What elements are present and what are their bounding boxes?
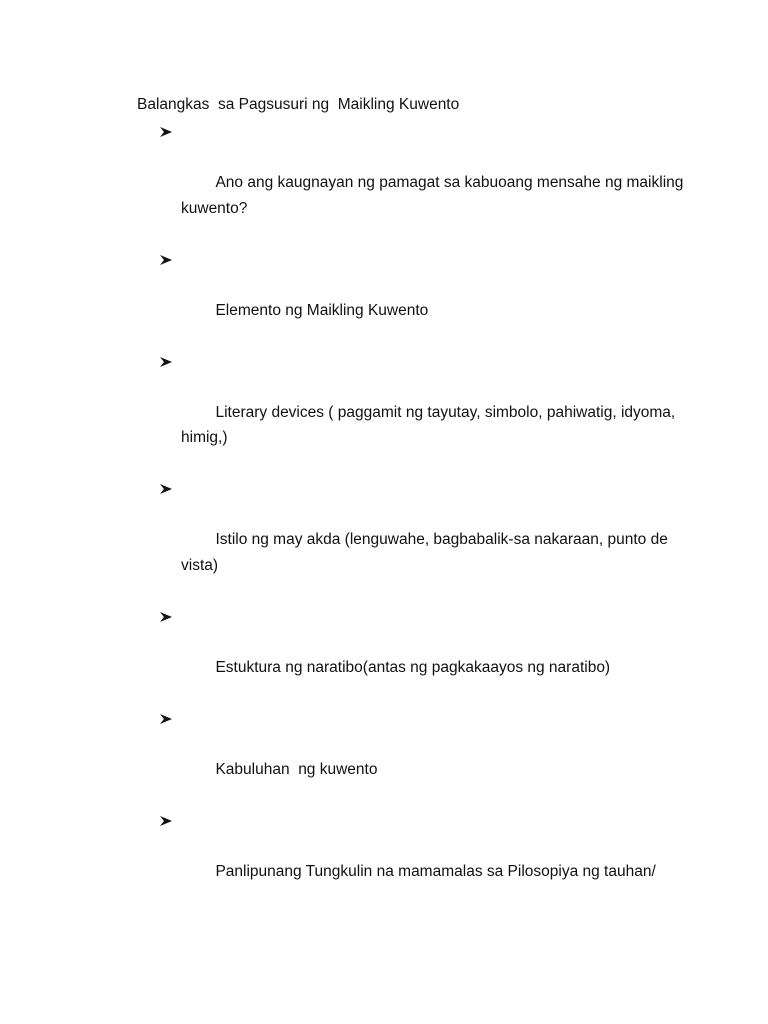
outline-item-text: Istilo ng may akda (lenguwahe, bagbabalik-sa nakaraan, punto de vista) — [181, 531, 668, 574]
outline-item-text: Kabuluhan ng kuwento — [215, 760, 378, 778]
document-title: Balangkas sa Pagsusuri ng Maikling Kuwento — [137, 96, 460, 113]
arrow-bullet-icon — [159, 126, 173, 138]
outline-item-text: Estuktura ng naratibo(antas ng pagkakaayos ng naratibo) — [215, 658, 611, 676]
arrow-bullet-icon — [159, 713, 173, 725]
outline-item — [137, 119, 697, 247]
arrow-bullet-icon — [159, 356, 173, 368]
arrow-bullet-icon — [159, 254, 173, 266]
outline-item — [137, 808, 697, 910]
outline-list — [137, 119, 697, 910]
arrow-bullet-icon — [159, 815, 173, 827]
document-content — [137, 94, 697, 910]
outline-item — [137, 476, 697, 604]
outline-item — [137, 247, 697, 349]
outline-item-text: Ano ang kaugnayan ng pamagat sa kabuoang mensahe ng maikling kuwento? — [181, 174, 684, 217]
outline-item-text: Elemento ng Maikling Kuwento — [215, 301, 429, 319]
outline-item-text: Literary devices ( paggamit ng tayutay, simbolo, pahiwatig, idyoma, himig,) — [181, 403, 676, 446]
arrow-bullet-icon — [159, 483, 173, 495]
outline-item — [137, 604, 697, 706]
outline-item — [137, 706, 697, 808]
outline-item-text: Panlipunang Tungkulin na mamamalas sa Pilosopiya ng tauhan/ — [215, 862, 656, 880]
arrow-bullet-icon — [159, 611, 173, 623]
outline-item — [137, 349, 697, 477]
